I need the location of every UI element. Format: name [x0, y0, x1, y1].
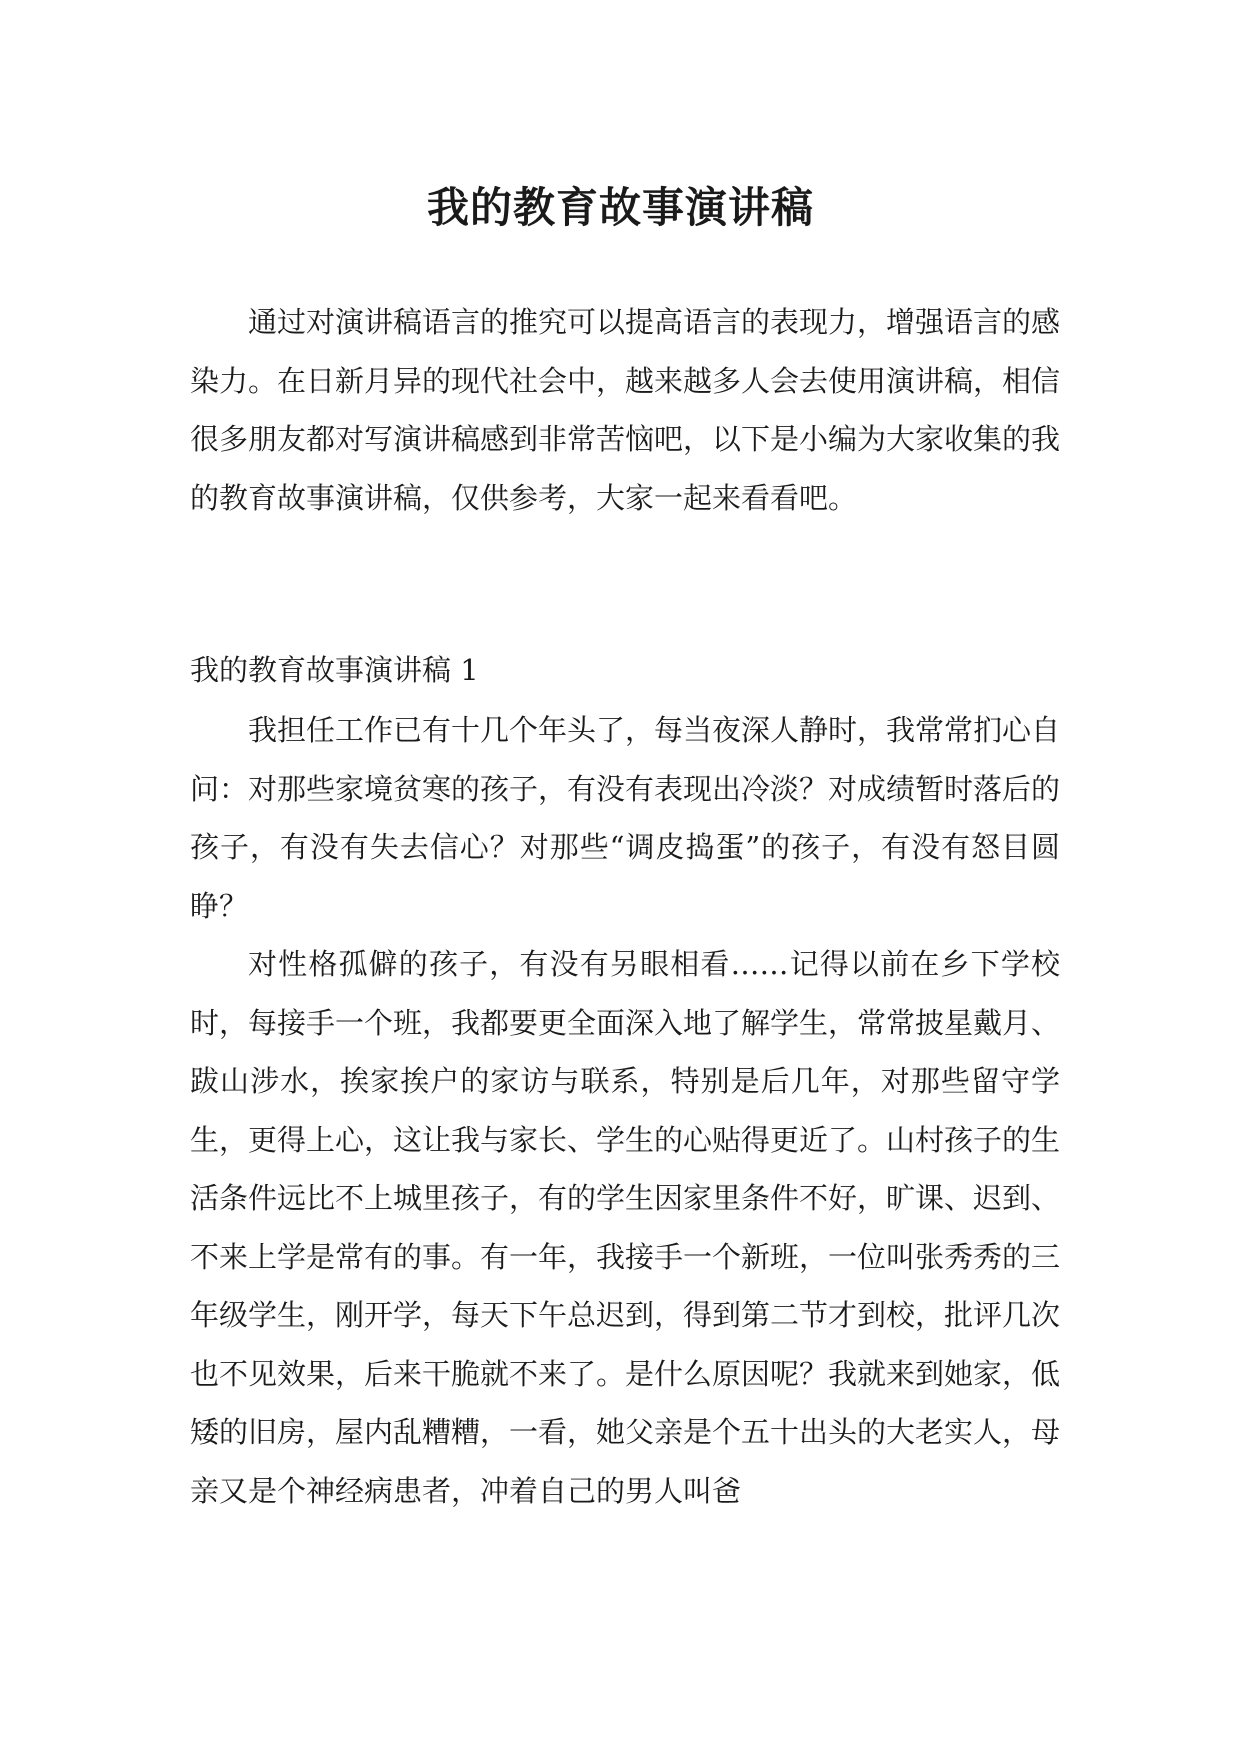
story-paragraph-1: 我担任工作已有十几个年头了，每当夜深人静时，我常常扪心自问：对那些家境贫寒的孩子，有没有表现出冷淡？对成绩暂时落后的孩子，有没有失去信心？对那些“调皮捣蛋”的孩子，有没有怒目圆睁？ [190, 713, 1061, 923]
intro-paragraph: 通过对演讲稿语言的推究可以提高语言的表现力，增强语言的感染力。在日新月异的现代社会中，越来越多人会去使用演讲稿，相信很多朋友都对写演讲稿感到非常苦恼吧，以下是小编为大家收集的我的教育故事演讲稿，仅供参考，大家一起来看看吧。 [190, 305, 1061, 515]
document-title: 我的教育故事演讲稿 [426, 183, 814, 233]
story-section [190, 701, 1060, 1520]
story-paragraph-2: 对性格孤僻的孩子，有没有另眼相看……记得以前在乡下学校时，每接手一个班，我都要更全面深入地了解学生，常常披星戴月、跋山涉水，挨家挨户的家访与联系，特别是后几年，对那些留守学生，更得上心，这让我与家长、学生的心贴得更近了。山村孩子的生活条件远比不上城里孩子，有的学生因家里条件不好，旷课、迟到、不来上学是常有的事。有一年，我接手一个新班，一位叫张秀秀的三年级学生，刚开学，每天下午总迟到，得到第二节才到校，批评几次也不见效果，后来干脆就不来了。是什么原因呢？我就来到她家，低矮的旧房，屋内乱糟糟，一看，她父亲是个五十出头的大老实人，母亲又是个神经病患者，冲着自己的男人叫爸 [190, 947, 1061, 1508]
intro-section [190, 293, 1060, 527]
section-heading: 我的教育故事演讲稿 1 [190, 653, 479, 687]
